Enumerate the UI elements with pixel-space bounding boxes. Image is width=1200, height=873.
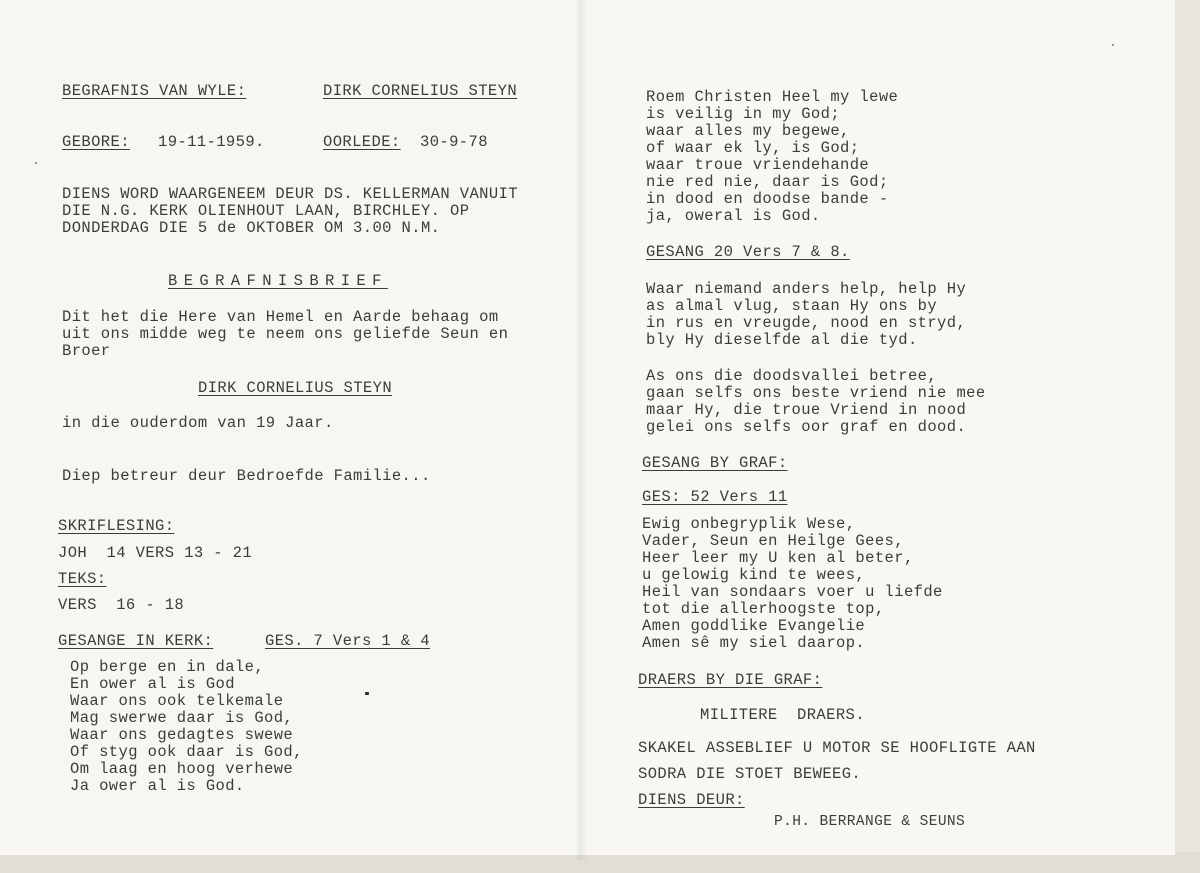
mourned-line: Diep betreur deur Bedroefde Familie... [62, 467, 431, 485]
service-by-value: P.H. BERRANGE & SEUNS [774, 814, 966, 830]
hymn20-s1-line-2: as almal vlug, staan Hy ons by [646, 297, 938, 315]
intro-line-1: Dit het die Here van Hemel en Aarde behaag om [62, 308, 499, 326]
hymns-value: GES. 7 Vers 1 & 4 [265, 632, 430, 650]
hymn20-label: GESANG 20 Vers 7 & 8. [646, 243, 850, 261]
hymn20-s2-line-1: As ons die doodsvallei betree, [646, 367, 938, 385]
reading-label: SKRIFLESING: [58, 517, 175, 535]
text-label: TEKS: [58, 570, 107, 588]
paper-speck [35, 162, 37, 164]
age-line: in die ouderdom van 19 Jaar. [62, 414, 334, 432]
verse-line-7: in dood en doodse bande - [646, 190, 889, 208]
verse-line-5: waar troue vriendehande [646, 156, 870, 174]
hymn20-s1-line-3: in rus en vreugde, nood en stryd, [646, 314, 967, 332]
grave-line-7: Amen goddlike Evangelie [642, 617, 866, 635]
hymn-line-8: Ja ower al is God. [70, 777, 245, 795]
grave-line-3: Heer leer my U ken al beter, [642, 549, 914, 567]
verse-line-1: Roem Christen Heel my lewe [646, 88, 899, 106]
service-line-3: DONDERDAG DIE 5 de OKTOBER OM 3.00 N.M. [62, 219, 441, 237]
grave-line-6: tot die allerhoogste top, [642, 600, 885, 618]
hymn20-s2-line-2: gaan selfs ons beste vriend nie mee [646, 384, 986, 402]
hymn20-s2-line-4: gelei ons selfs oor graf en dood. [646, 418, 967, 436]
verse-line-8: ja, oweral is God. [646, 207, 821, 225]
header-label: BEGRAFNIS VAN WYLE: [62, 82, 247, 100]
hymn20-s2-line-3: maar Hy, die troue Vriend in nood [646, 401, 967, 419]
born-label: GEBORE: [62, 133, 130, 151]
intro-line-3: Broer [62, 342, 111, 360]
grave-line-4: u gelowig kind te wees, [642, 566, 866, 584]
ink-mark [365, 692, 369, 695]
grave-line-5: Heil van sondaars voer u liefde [642, 583, 943, 601]
verse-line-3: waar alles my begewe, [646, 122, 850, 140]
notice-line-2: SODRA DIE STOET BEWEEG. [638, 765, 862, 783]
reading-value: JOH 14 VERS 13 - 21 [58, 544, 253, 562]
notice-line-1: SKAKEL ASSEBLIEF U MOTOR SE HOOFLIGTE AAN [638, 739, 1036, 757]
hymn-line-5: Waar ons gedagtes swewe [70, 726, 294, 744]
background-surface [0, 852, 1200, 873]
hymn-line-6: Of styg ook daar is God, [70, 743, 303, 761]
service-line-1: DIENS WORD WAARGENEEM DEUR DS. KELLERMAN VANUIT [62, 185, 518, 203]
document-title: BEGRAFNISBRIEF [168, 272, 388, 290]
page-fold [574, 0, 588, 860]
died-date: 30-9-78 [420, 133, 488, 151]
paper-speck [1112, 44, 1114, 46]
verse-line-2: is veilig in my God; [646, 105, 841, 123]
service-by-label: DIENS DEUR: [638, 791, 745, 809]
grave-line-8: Amen sê my siel daarop. [642, 634, 866, 652]
hymn20-s1-line-4: bly Hy dieselfde al die tyd. [646, 331, 918, 349]
intro-line-2: uit ons midde weg te neem ons geliefde Seun en [62, 325, 509, 343]
hymn-line-7: Om laag en hoog verhewe [70, 760, 294, 778]
bearers-label: DRAERS BY DIE GRAF: [638, 671, 823, 689]
hymn-line-2: En ower al is God [70, 675, 235, 693]
service-line-2: DIE N.G. KERK OLIENHOUT LAAN, BIRCHLEY. OP [62, 202, 470, 220]
deceased-name: DIRK CORNELIUS STEYN [198, 379, 393, 397]
bearers-value: MILITERE DRAERS. [700, 706, 865, 724]
died-label: OORLEDE: [323, 133, 401, 151]
hymns-label: GESANGE IN KERK: [58, 632, 214, 650]
verse-line-6: nie red nie, daar is God; [646, 173, 889, 191]
text-value: VERS 16 - 18 [58, 596, 185, 614]
hymn-line-1: Op berge en in dale, [70, 658, 265, 676]
header-name: DIRK CORNELIUS STEYN [323, 82, 518, 100]
hymn-line-3: Waar ons ook telkemale [70, 692, 284, 710]
verse-line-4: of waar ek ly, is God; [646, 139, 860, 157]
grave-line-1: Ewig onbegryplik Wese, [642, 515, 856, 533]
hymn20-s1-line-1: Waar niemand anders help, help Hy [646, 280, 967, 298]
born-date: 19-11-1959. [158, 133, 265, 151]
grave-hymn-label: GES: 52 Vers 11 [642, 488, 788, 506]
grave-label: GESANG BY GRAF: [642, 454, 788, 472]
hymn-line-4: Mag swerwe daar is God, [70, 709, 294, 727]
grave-line-2: Vader, Seun en Heilge Gees, [642, 532, 904, 550]
